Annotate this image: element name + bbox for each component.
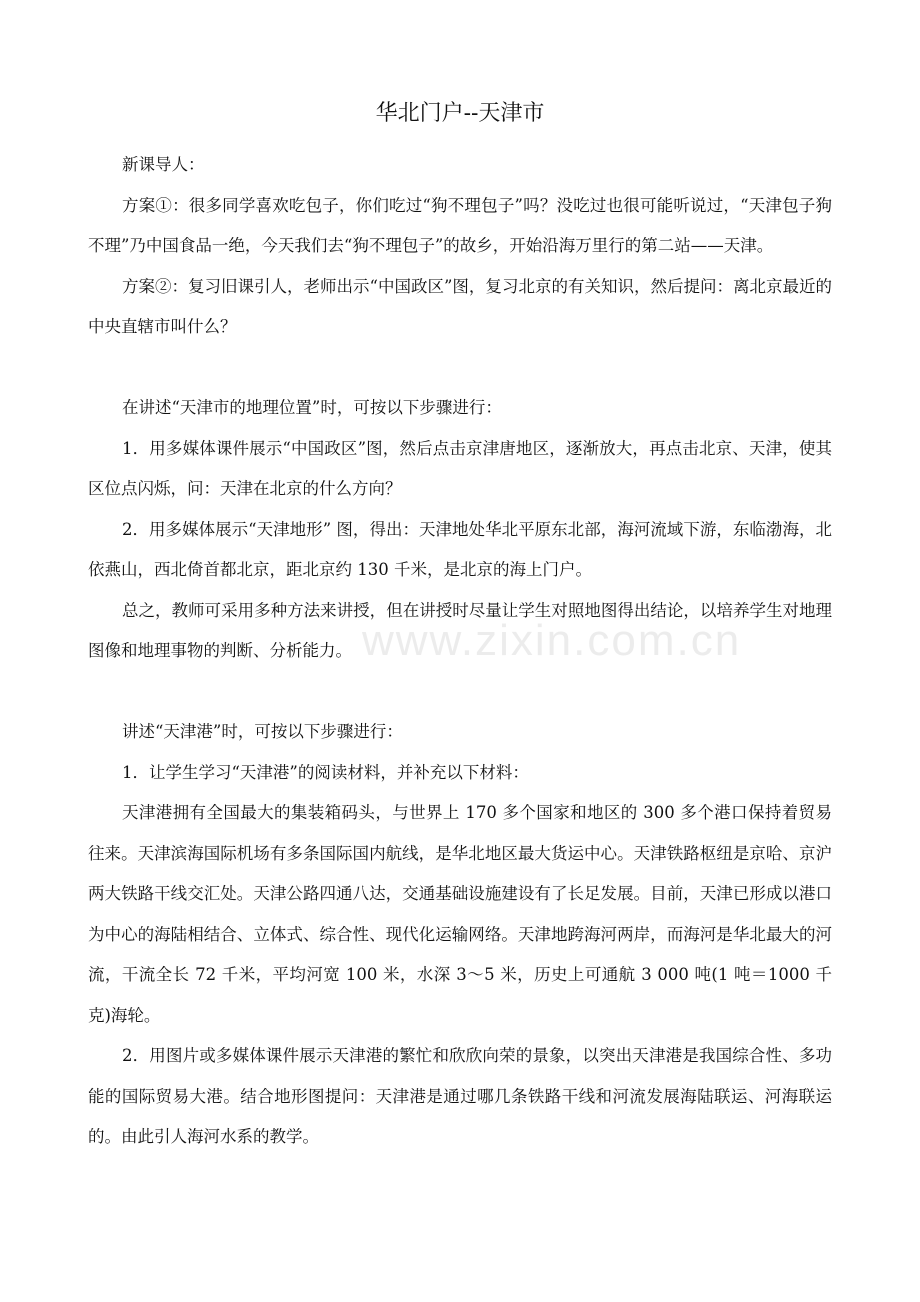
- location-intro: 在讲述“天津市的地理位置”时，可按以下步骤进行：: [122, 398, 502, 417]
- intro-heading: 新课导人：: [122, 155, 205, 174]
- location-step-two: 2．用多媒体展示“天津地形” 图，得出：天津地处华北平原东北部，海河流域下游，东临渤海，北依燕山，西北倚首都北京，距北京约 130 千米，是北京的海上门户。: [88, 519, 832, 579]
- plan-one-paragraph: 方案①：很多同学喜欢吃包子，你们吃过“狗不理包子”吗？没吃过也很可能听说过，“天津包子狗不理”乃中国食品一绝，今天我们去“狗不理包子”的故乡，开始沿海万里行的第二站——天津。: [88, 195, 832, 255]
- port-material: 天津港拥有全国最大的集装箱码头，与世界上 170 多个国家和地区的 300 多个港口保持着贸易往来。天津滨海国际机场有多条国际国内航线，是华北地区最大货运中心。天津铁路枢纽是京哈、京沪两大铁路干线交汇处。天津公路四通八达，交通基础设施建设有了长足发展。目前，天津已形成以港口为中心的海陆相结合、立体式、综合性、现代化运输网络。天津地跨海河两岸，而海河是华北最大的河流，干流全长 72 千米，平均河宽 100 米，水深 3～5 米，历史上可通航 3 000 吨(1 吨＝1000 千克)海轮。: [88, 803, 832, 1025]
- location-summary: 总之，教师可采用多种方法来讲授，但在讲授时尽量让学生对照地图得出结论，以培养学生对地理图像和地理事物的判断、分析能力。: [88, 600, 832, 660]
- location-step-one: 1．用多媒体课件展示“中国政区”图，然后点击京津唐地区，逐渐放大，再点击北京、天津，使其区位点闪烁，问：天津在北京的什么方向？: [88, 438, 832, 498]
- watermark: www.zixin.com.cn: [362, 616, 742, 665]
- port-step-one: 1．让学生学习“天津港”的阅读材料，并补充以下材料：: [122, 762, 529, 782]
- port-step-two: 2．用图片或多媒体课件展示天津港的繁忙和欣欣向荣的景象，以突出天津港是我国综合性、多功能的国际贸易大港。结合地形图提问：天津港是通过哪几条铁路干线和河流发展海陆联运、河海联运的。由此引人海河水系的教学。: [88, 1046, 832, 1146]
- page-title: 华北门户--天津市: [375, 101, 545, 126]
- port-intro: 讲述“天津港”时，可按以下步骤进行：: [122, 722, 403, 741]
- plan-two-paragraph: 方案②：复习旧课引人，老师出示“中国政区”图，复习北京的有关知识，然后提问：离北京最近的中央直辖市叫什么？: [88, 276, 832, 336]
